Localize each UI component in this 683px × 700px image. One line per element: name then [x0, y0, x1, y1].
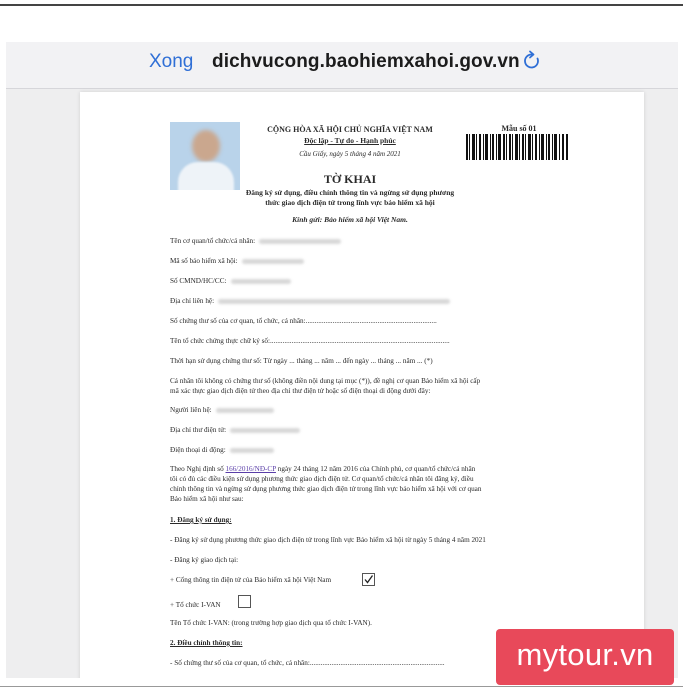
done-button[interactable]: Xong	[149, 51, 194, 72]
adjust-cert-text: - Số chứng thư số của cơ quan, tổ chức, cá nhân:...........................................................................	[170, 659, 445, 667]
decree-text: Theo Nghị định số	[170, 465, 224, 473]
field-label: Điện thoại di động:	[170, 446, 226, 454]
nation-header: CỘNG HÒA XÃ HỘI CHỦ NGHĨA VIỆT NAM	[267, 125, 433, 134]
bottom-divider	[0, 686, 683, 687]
redacted-value	[216, 408, 274, 413]
field-cert-validity: Thời hạn sử dụng chứng thư số: Từ ngày ... tháng ... năm ... đến ngày ... tháng ... năm ... (*)	[170, 357, 433, 365]
form-title: TỜ KHAI	[323, 172, 377, 186]
field-contact-person	[170, 405, 274, 415]
dateline: Cầu Giấy, ngày 5 tháng 4 năm 2021	[299, 150, 401, 158]
field-label: Địa chỉ thư điện tử:	[170, 426, 227, 434]
browser-frame	[6, 42, 678, 678]
redacted-value	[242, 259, 304, 264]
field-label: Tên cơ quan/tổ chức/cá nhân:	[170, 237, 256, 245]
field-org-name	[170, 236, 341, 246]
field-insurance-no	[170, 256, 304, 266]
motto: Độc lập - Tự do - Hạnh phúc	[304, 136, 396, 145]
register-use-text: - Đăng ký sử dụng phương thức giao dịch điện tử trong lĩnh vực Bảo hiểm xã hội từ ngày 5 tháng 4 năm 2021	[170, 536, 486, 544]
redacted-value	[230, 428, 300, 433]
field-label: Địa chỉ liên hệ:	[170, 297, 215, 305]
brand-logo-text: mytour.vn	[516, 637, 654, 672]
redacted-value	[218, 299, 450, 304]
reload-icon[interactable]	[521, 50, 543, 72]
field-cert-issuer: Tên tổ chức chứng thực chữ ký số:....................................................................................................	[170, 337, 450, 345]
field-label: Số CMND/HC/CC:	[170, 277, 227, 285]
paragraph-line: Cá nhân tôi không có chứng thư số (không điền nội dung tại mục (*)), đề nghị cơ quan Bảo hiểm xã hội cấp	[170, 377, 481, 385]
decree-line-3: chỉnh thông tin và ngừng sử dụng phương thức giao dịch điện tử trong lĩnh vực bảo hiểm xã hội với cơ quan	[170, 485, 482, 493]
section-1-heading: 1. Đăng ký sử dụng:	[170, 516, 232, 524]
field-address	[170, 296, 450, 306]
decree-line-1	[170, 464, 475, 474]
form-number: Mẫu số 01	[501, 124, 537, 133]
document-page	[80, 92, 644, 678]
ivan-checkbox[interactable]	[238, 595, 251, 608]
register-at-text: - Đăng ký giao dịch tại:	[170, 556, 239, 564]
decree-line-4: Bảo hiểm xã hội như sau:	[170, 495, 244, 503]
checkmark-icon	[363, 574, 374, 585]
field-label: Người liên hệ:	[170, 406, 212, 414]
field-cert-serial: Số chứng thư số của cơ quan, tổ chức, cá nhân:.........................................................................	[170, 317, 437, 325]
section-2-heading: 2. Điều chỉnh thông tin:	[170, 639, 243, 647]
decree-text: ngày 24 tháng 12 năm 2016 của Chính phủ, cơ quan/tổ chức/cá nhân	[277, 465, 476, 473]
ivan-name-text: Tên Tổ chức I-VAN: (trong trường hợp giao dịch qua tổ chức I-VAN).	[170, 619, 372, 627]
redacted-value	[259, 239, 341, 244]
field-label: Mã số bảo hiểm xã hội:	[170, 257, 238, 265]
barcode-icon	[466, 134, 568, 160]
ivan-option-label: + Tổ chức I-VAN	[170, 601, 221, 609]
redacted-value	[230, 448, 274, 453]
field-phone	[170, 445, 274, 455]
form-subtitle	[220, 188, 480, 208]
addressee: Kính gửi: Bảo hiểm xã hội Việt Nam.	[292, 215, 408, 224]
decree-line-2: tôi có đủ các điều kiện sử dụng phương thức giao dịch điện tử. Cơ quan/tổ chức/cá nhân tôi đăng ký, điều	[170, 475, 474, 483]
redacted-value	[231, 279, 291, 284]
url-bar	[6, 42, 678, 89]
portal-checkbox[interactable]	[362, 573, 375, 586]
top-divider	[0, 4, 683, 6]
field-id-no	[170, 276, 291, 286]
subtitle-line-1: Đăng ký sử dụng, điều chỉnh thông tin và ngừng sử dụng phương	[245, 188, 455, 197]
decree-link[interactable]: 166/2016/NĐ-CP	[225, 465, 276, 473]
portal-option-label: + Cổng thông tin điện tử của Bảo hiểm xã hội Việt Nam	[170, 576, 332, 584]
url-text[interactable]: dichvucong.baohiemxahoi.gov.vn	[212, 51, 520, 72]
field-email	[170, 425, 300, 435]
brand-logo	[496, 629, 674, 685]
subtitle-line-2: thức giao dịch điện tử trong lĩnh vực bảo hiểm xã hội	[265, 198, 435, 207]
paragraph-line: mã xác thực giao dịch điện tử theo địa chỉ thư điện tử hoặc số điện thoại di động dưới đây:	[170, 387, 431, 395]
